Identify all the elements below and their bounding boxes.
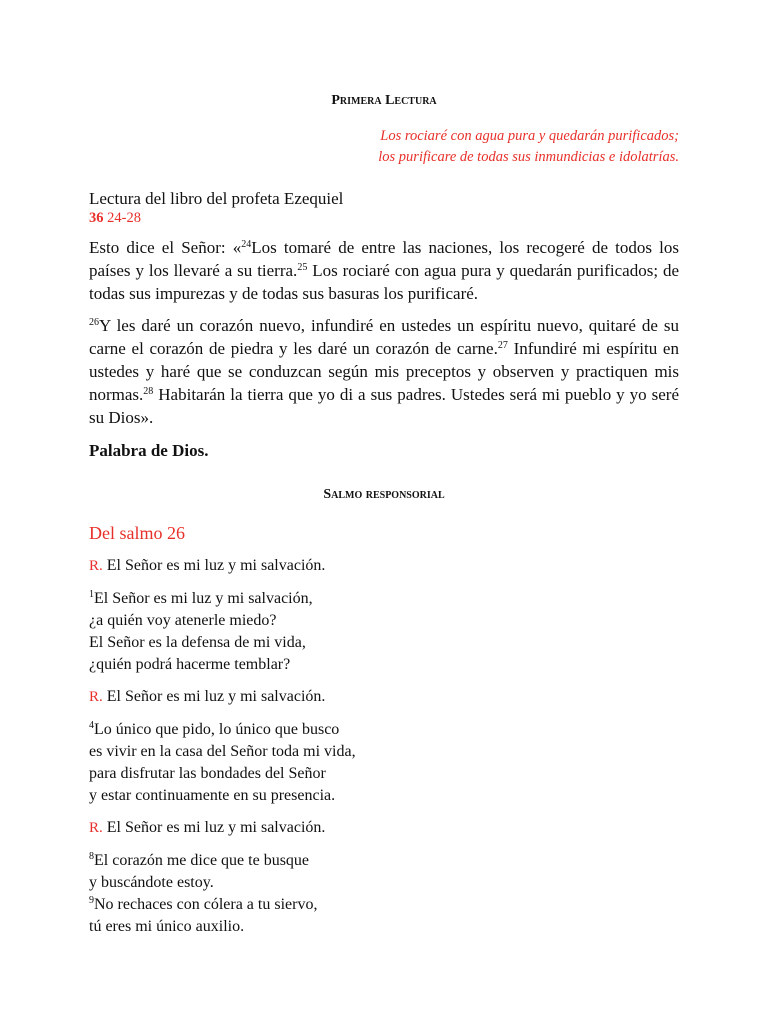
verse-number: 27 (497, 340, 508, 351)
stanza-line: y buscándote estoy. (89, 874, 214, 891)
citation-chapter: 36 (89, 210, 104, 226)
stanza-line: ¿quién podrá hacerme temblar? (89, 656, 291, 673)
verse-number: 28 (143, 386, 154, 397)
reading-paragraph-1 (89, 236, 679, 305)
response-text: El Señor es mi luz y mi salvación. (102, 819, 326, 836)
reading-antiphon (89, 126, 679, 168)
verse-text: Infundiré mi espíritu en ustedes y haré que se conduzcan según mis preceptos y observen y practiquen mis normas. (89, 339, 679, 404)
response-marker: R. (89, 558, 103, 574)
response-marker: R. (89, 689, 103, 705)
verse-text: Y les daré un corazón nuevo, infundiré en ustedes un espíritu nuevo, quitaré de su carne el corazón de piedra y les daré un corazón de carne. (89, 316, 679, 358)
stanza-line: y estar continuamente en su presencia. (89, 787, 336, 804)
reading-book-title: Lectura del libro del profeta Ezequiel (89, 189, 344, 208)
document-content (89, 91, 679, 938)
stanza-line (89, 588, 679, 610)
stanza-line: ¿a quién voy atenerle miedo? (89, 612, 277, 629)
psalm-title: Del salmo 26 (89, 523, 185, 543)
verse-text: Los rociaré con agua pura y quedarán purificados; de todas sus impurezas y de todas sus basuras los purificaré. (89, 261, 679, 303)
line-text: El corazón me dice que te busque (94, 852, 310, 869)
stanza-line: tú eres mi único auxilio. (89, 918, 245, 935)
reading-citation (89, 209, 679, 227)
psalm-response (89, 686, 679, 708)
stanza-line: es vivir en la casa del Señor toda mi vida, (89, 743, 356, 760)
verse-number: 9 (89, 895, 94, 906)
reading-closing: Palabra de Dios. (89, 441, 209, 460)
stanza-line (89, 894, 679, 916)
verse-number: 1 (89, 589, 94, 600)
psalm-response (89, 555, 679, 577)
antiphon-line-1: Los rociaré con agua pura y quedarán purificados; (380, 128, 679, 144)
stanza-line (89, 850, 679, 872)
antiphon-line-2: los purificare de todas sus inmundicias e idolatrías. (378, 149, 679, 165)
psalm-stanza-3 (89, 850, 679, 938)
response-text: El Señor es mi luz y mi salvación. (102, 688, 326, 705)
paragraph-intro: Esto dice el Señor: « (89, 238, 242, 257)
verse-text: Los tomaré de entre las naciones, los recogeré de todos los países y los llevaré a su tierra. (89, 238, 679, 280)
stanza-line: El Señor es la defensa de mi vida, (89, 634, 306, 651)
verse-text: Habitarán la tierra que yo di a sus padres. Ustedes será mi pueblo y yo seré su Dios». (89, 385, 679, 427)
verse-number: 4 (89, 720, 94, 731)
psalm-heading: Salmo responsorial (323, 487, 445, 502)
verse-number: 25 (297, 262, 308, 273)
verse-number: 24 (241, 239, 252, 250)
psalm-stanza-2 (89, 719, 679, 807)
response-marker: R. (89, 820, 103, 836)
stanza-line: para disfrutar las bondades del Señor (89, 765, 326, 782)
psalm-stanza-1 (89, 588, 679, 676)
stanza-line (89, 719, 679, 741)
psalm-response (89, 817, 679, 839)
response-text: El Señor es mi luz y mi salvación. (102, 557, 326, 574)
verse-number: 8 (89, 851, 94, 862)
line-text: No rechaces con cólera a tu siervo, (94, 896, 318, 913)
citation-verses: 24-28 (107, 210, 141, 226)
reading-paragraph-2 (89, 314, 679, 429)
line-text: El Señor es mi luz y mi salvación, (94, 590, 313, 607)
first-reading-heading: Primera Lectura (331, 93, 437, 108)
line-text: Lo único que pido, lo único que busco (94, 721, 340, 738)
verse-number: 26 (89, 317, 99, 328)
